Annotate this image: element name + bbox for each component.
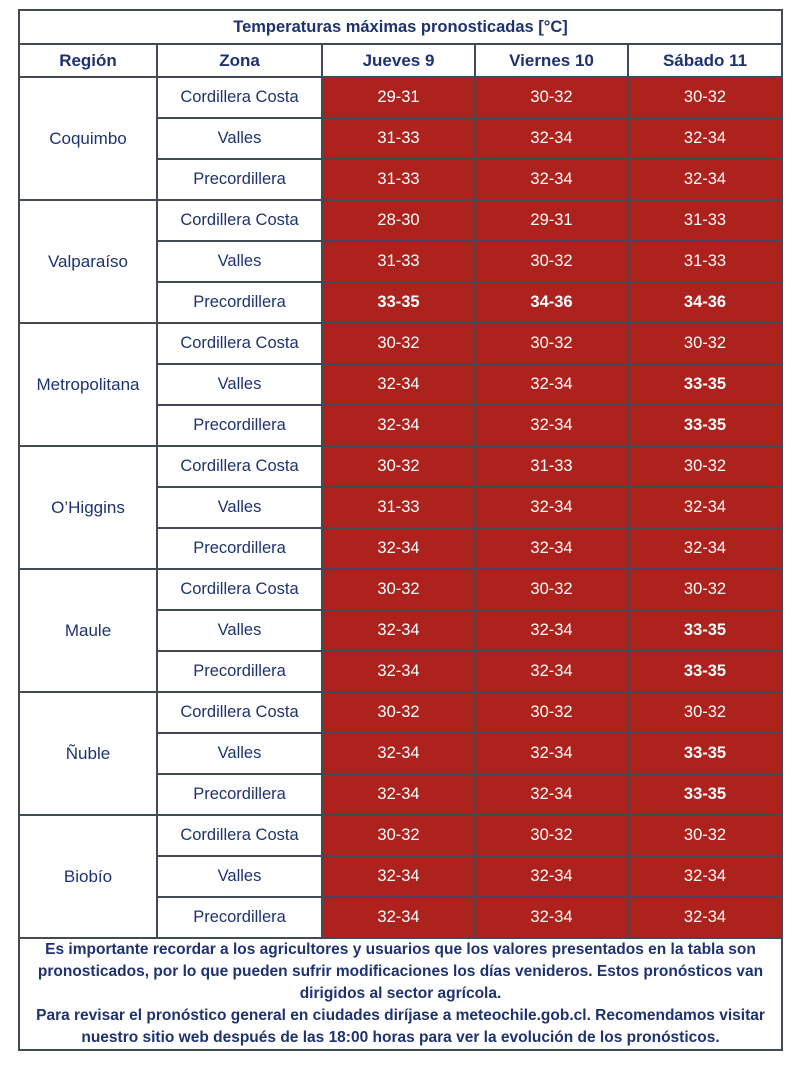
- temperature-cell: 30-32: [628, 77, 782, 118]
- temperature-cell: 30-32: [322, 446, 475, 487]
- table-row: [19, 692, 782, 733]
- zone-name: Precordillera: [157, 405, 322, 446]
- table-row: [19, 446, 782, 487]
- temperature-cell: 34-36: [475, 282, 628, 323]
- header-day-1: Jueves 9: [322, 44, 475, 77]
- zone-name: Precordillera: [157, 282, 322, 323]
- header-region: Región: [19, 44, 157, 77]
- temperature-cell: 31-33: [475, 446, 628, 487]
- footnote: [19, 938, 782, 1050]
- temperature-cell: 30-32: [322, 323, 475, 364]
- table-title: Temperaturas máximas pronosticadas [°C]: [19, 10, 782, 44]
- zone-name: Valles: [157, 856, 322, 897]
- temperature-cell: 33-35: [322, 282, 475, 323]
- temperature-cell: 33-35: [628, 610, 782, 651]
- table-body: [19, 77, 782, 938]
- table-row: [19, 77, 782, 118]
- temperature-cell: 32-34: [628, 528, 782, 569]
- temperature-cell: 32-34: [322, 528, 475, 569]
- zone-name: Cordillera Costa: [157, 815, 322, 856]
- temperature-cell: 30-32: [322, 569, 475, 610]
- temperature-cell: 33-35: [628, 405, 782, 446]
- temperature-cell: 31-33: [322, 241, 475, 282]
- temperature-cell: 33-35: [628, 651, 782, 692]
- zone-name: Cordillera Costa: [157, 446, 322, 487]
- temperature-cell: 30-32: [628, 323, 782, 364]
- temperature-cell: 31-33: [322, 118, 475, 159]
- temperature-cell: 28-30: [322, 200, 475, 241]
- temperature-cell: 30-32: [475, 815, 628, 856]
- temperature-cell: 33-35: [628, 733, 782, 774]
- temperature-cell: 32-34: [628, 159, 782, 200]
- temperature-cell: 34-36: [628, 282, 782, 323]
- temperature-cell: 31-33: [628, 200, 782, 241]
- header-zone: Zona: [157, 44, 322, 77]
- temperature-cell: 32-34: [322, 610, 475, 651]
- temperature-cell: 32-34: [322, 651, 475, 692]
- table-row: [19, 815, 782, 856]
- zone-name: Precordillera: [157, 651, 322, 692]
- table-row: [19, 569, 782, 610]
- temperature-cell: 32-34: [628, 487, 782, 528]
- temperature-cell: 30-32: [628, 815, 782, 856]
- temperature-cell: 32-34: [475, 405, 628, 446]
- temperature-cell: 32-34: [475, 528, 628, 569]
- temperature-cell: 32-34: [322, 733, 475, 774]
- footnote-line: nuestro sitio web después de las 18:00 horas para ver la evolución de los pronósticos.: [81, 1029, 720, 1046]
- temperature-cell: 30-32: [475, 323, 628, 364]
- region-name: Metropolitana: [19, 323, 157, 446]
- temperature-cell: 31-33: [322, 159, 475, 200]
- zone-name: Valles: [157, 487, 322, 528]
- zone-name: Valles: [157, 118, 322, 159]
- temperature-cell: 30-32: [475, 692, 628, 733]
- temperature-cell: 32-34: [628, 118, 782, 159]
- table-row: [19, 200, 782, 241]
- zone-name: Valles: [157, 610, 322, 651]
- footnote-line: pronosticados, por lo que pueden sufrir modificaciones los días venideros. Estos pronósticos van: [37, 963, 764, 980]
- footnote-line: dirigidos al sector agrícola.: [299, 985, 502, 1002]
- temperature-cell: 30-32: [322, 692, 475, 733]
- temperature-cell: 30-32: [322, 815, 475, 856]
- zone-name: Cordillera Costa: [157, 569, 322, 610]
- temperature-cell: 33-35: [628, 364, 782, 405]
- temperature-cell: 29-31: [322, 77, 475, 118]
- zone-name: Cordillera Costa: [157, 323, 322, 364]
- zone-name: Precordillera: [157, 774, 322, 815]
- region-name: Biobío: [19, 815, 157, 938]
- forecast-table: [18, 9, 783, 1051]
- temperature-cell: 30-32: [475, 569, 628, 610]
- zone-name: Cordillera Costa: [157, 77, 322, 118]
- temperature-cell: 32-34: [475, 487, 628, 528]
- temperature-cell: 33-35: [628, 774, 782, 815]
- region-name: Coquimbo: [19, 77, 157, 200]
- temperature-cell: 30-32: [475, 77, 628, 118]
- temperature-cell: 32-34: [475, 856, 628, 897]
- zone-name: Valles: [157, 733, 322, 774]
- region-name: Valparaíso: [19, 200, 157, 323]
- temperature-cell: 32-34: [628, 897, 782, 938]
- temperature-cell: 30-32: [628, 446, 782, 487]
- temperature-cell: 29-31: [475, 200, 628, 241]
- temperature-cell: 32-34: [475, 897, 628, 938]
- forecast-table-container: [18, 9, 781, 1051]
- region-name: O’Higgins: [19, 446, 157, 569]
- temperature-cell: 32-34: [475, 733, 628, 774]
- temperature-cell: 32-34: [475, 118, 628, 159]
- temperature-cell: 32-34: [322, 405, 475, 446]
- temperature-cell: 30-32: [628, 692, 782, 733]
- temperature-cell: 32-34: [475, 610, 628, 651]
- temperature-cell: 32-34: [475, 159, 628, 200]
- header-day-3: Sábado 11: [628, 44, 782, 77]
- zone-name: Cordillera Costa: [157, 200, 322, 241]
- zone-name: Valles: [157, 241, 322, 282]
- temperature-cell: 30-32: [628, 569, 782, 610]
- temperature-cell: 30-32: [475, 241, 628, 282]
- temperature-cell: 32-34: [322, 897, 475, 938]
- temperature-cell: 32-34: [475, 364, 628, 405]
- temperature-cell: 31-33: [628, 241, 782, 282]
- region-name: Ñuble: [19, 692, 157, 815]
- zone-name: Precordillera: [157, 528, 322, 569]
- zone-name: Precordillera: [157, 159, 322, 200]
- temperature-cell: 32-34: [322, 856, 475, 897]
- zone-name: Cordillera Costa: [157, 692, 322, 733]
- temperature-cell: 32-34: [322, 364, 475, 405]
- temperature-cell: 32-34: [628, 856, 782, 897]
- header-row: [19, 44, 782, 77]
- footnote-line: Para revisar el pronóstico general en ciudades diríjase a meteochile.gob.cl. Recomendamos visitar: [36, 1007, 765, 1024]
- temperature-cell: 32-34: [475, 651, 628, 692]
- temperature-cell: 32-34: [322, 774, 475, 815]
- temperature-cell: 32-34: [475, 774, 628, 815]
- temperature-cell: 31-33: [322, 487, 475, 528]
- region-name: Maule: [19, 569, 157, 692]
- zone-name: Valles: [157, 364, 322, 405]
- table-row: [19, 323, 782, 364]
- footnote-line: Es importante recordar a los agricultores y usuarios que los valores presentados en la tabla son: [45, 941, 756, 958]
- zone-name: Precordillera: [157, 897, 322, 938]
- header-day-2: Viernes 10: [475, 44, 628, 77]
